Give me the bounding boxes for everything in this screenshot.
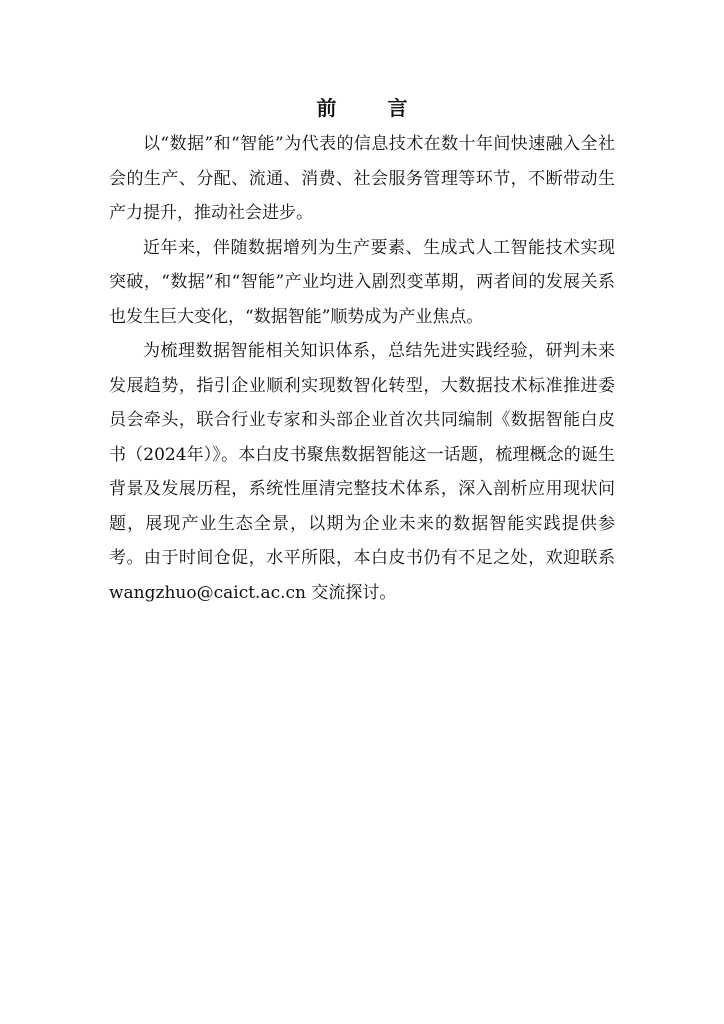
paragraph-3: 为梳理数据智能相关知识体系，总结先进实践经验，研判未来发展趋势，指引企业顺利实现数智化转型，大数据技术标准推进委员会牵头，联合行业专家和头部企业首次共同编制《数据智能白皮书（2024年）》。本白皮书聚焦数据智能这一话题，梳理概念的诞生背景及发展历程，系统性厘清完整技术体系，深入剖析应用现状问题，展现产业生态全景，以期为企业未来的数据智能实践提供参考。由于时间仓促，水平所限，本白皮书仍有不足之处，欢迎联系 wangzhuo@caict.ac.cn 交流探讨。 [109,341,615,603]
paragraph-2: 近年来，伴随数据增列为生产要素、生成式人工智能技术实现突破，“数据”和“智能”产业均进入剧烈变革期，两者间的发展关系也发生巨大变化，“数据智能”顺势成为产业焦点。 [109,237,615,327]
page-title: 前 言 [316,96,430,120]
preface-body [109,127,615,610]
paragraph-1: 以“数据”和“智能”为代表的信息技术在数十年间快速融入全社会的生产、分配、流通、消费、社会服务管理等环节，不断带动生产力提升，推动社会进步。 [109,134,615,223]
